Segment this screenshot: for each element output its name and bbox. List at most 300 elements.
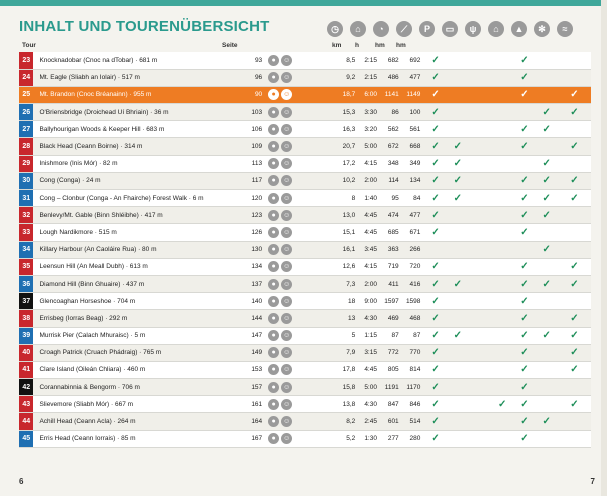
table-row[interactable] (19, 86, 591, 103)
tour-name: Corannabinnia & Bengorm · 706 m (33, 379, 241, 396)
tour-name: Murrisk Pier (Calach Mhuraisc) · 5 m (33, 327, 241, 344)
check-cell (491, 138, 513, 155)
tour-hours: 2:00 (359, 172, 381, 189)
check-cell: ✓ (558, 138, 591, 155)
tour-ascent: 562 (381, 121, 403, 138)
family-icon: ☺ (283, 228, 291, 236)
difficulty-icon: ● (268, 261, 279, 272)
check-cell (447, 241, 469, 258)
gauge-icon: ◔ (373, 21, 389, 37)
check-cell (536, 396, 558, 413)
tour-page: 144 (241, 310, 266, 327)
tour-number: 27 (19, 121, 33, 138)
tour-page: 147 (241, 327, 266, 344)
check-cell (558, 224, 591, 241)
tour-hours: 2:15 (359, 69, 381, 86)
header-tour: Tour (22, 42, 36, 49)
family-icon: ☺ (283, 108, 291, 116)
check-cell (447, 86, 469, 103)
tour-descent: 84 (403, 190, 425, 207)
tour-number: 38 (19, 310, 33, 327)
table-row[interactable] (19, 155, 591, 172)
tour-km: 15,1 (301, 224, 359, 241)
check-cell: ✓ (513, 190, 535, 207)
tour-page: 113 (241, 155, 266, 172)
check-cell: ✓ (513, 86, 535, 103)
tour-name: Leensun Hill (An Meall Dubh) · 613 m (33, 258, 241, 275)
tour-ascent: 682 (381, 52, 403, 69)
parking-icon: P (419, 21, 435, 37)
tour-hours: 5:00 (359, 138, 381, 155)
check-cell (447, 121, 469, 138)
tour-page: 149 (241, 344, 266, 361)
check-cell: ✓ (536, 172, 558, 189)
family-icon: ☺ (283, 56, 291, 64)
check-cell: ✓ (447, 275, 469, 292)
table-row[interactable] (19, 327, 591, 344)
check-cell (469, 241, 491, 258)
check-cell (558, 207, 591, 224)
header-hours: h (355, 42, 359, 49)
tour-ascent: 86 (381, 104, 403, 121)
check-cell (469, 413, 491, 430)
table-row[interactable] (19, 396, 591, 413)
tour-page: 93 (241, 52, 266, 69)
check-cell (491, 190, 513, 207)
tour-name: Inishmore (Inis Mór) · 82 m (33, 155, 241, 172)
check-cell (558, 69, 591, 86)
tour-page: 126 (241, 224, 266, 241)
family-icon: ☺ (283, 143, 291, 151)
tour-name: Achill Head (Ceann Acla) · 264 m (33, 413, 241, 430)
tour-number: 44 (19, 413, 33, 430)
header-descent: hm (396, 42, 406, 49)
tour-hours: 2:15 (359, 52, 381, 69)
check-cell (469, 430, 491, 447)
tour-number: 42 (19, 379, 33, 396)
tour-km: 8,5 (301, 52, 359, 69)
tour-ascent: 95 (381, 190, 403, 207)
table-row[interactable] (19, 69, 591, 86)
check-cell (469, 121, 491, 138)
tour-name: Black Head (Ceann Boirne) · 314 m (33, 138, 241, 155)
tour-descent: 87 (403, 327, 425, 344)
difficulty-icon: ● (268, 89, 279, 100)
check-cell (469, 224, 491, 241)
tour-hours: 4:30 (359, 310, 381, 327)
check-cell (447, 69, 469, 86)
tour-ascent: 277 (381, 430, 403, 447)
tour-page: 134 (241, 258, 266, 275)
check-cell: ✓ (558, 86, 591, 103)
tour-number: 32 (19, 207, 33, 224)
tour-page: 137 (241, 275, 266, 292)
check-cell (424, 241, 446, 258)
difficulty-icon: ● (268, 399, 279, 410)
check-cell (536, 344, 558, 361)
check-cell (513, 104, 535, 121)
check-cell (491, 86, 513, 103)
bus-icon: ▭ (442, 21, 458, 37)
tour-type-icons (266, 121, 301, 138)
table-row[interactable] (19, 361, 591, 378)
difficulty-icon: ● (268, 175, 279, 186)
check-cell (469, 344, 491, 361)
check-cell: ✓ (558, 172, 591, 189)
check-cell: ✓ (424, 361, 446, 378)
tour-descent: 720 (403, 258, 425, 275)
check-cell (491, 104, 513, 121)
check-cell (491, 172, 513, 189)
tour-descent: 477 (403, 69, 425, 86)
family-icon: ☺ (283, 160, 291, 168)
difficulty-icon: ● (268, 141, 279, 152)
tour-page: 120 (241, 190, 266, 207)
tour-name: Croagh Patrick (Cruach Phádraig) · 765 m (33, 344, 241, 361)
check-cell: ✓ (513, 361, 535, 378)
tour-km: 15,3 (301, 104, 359, 121)
tour-page: 90 (241, 86, 266, 103)
difficulty-icon: ● (268, 193, 279, 204)
check-cell (447, 344, 469, 361)
family-icon: ☺ (283, 211, 291, 219)
check-cell (491, 258, 513, 275)
tour-page: 109 (241, 138, 266, 155)
tour-number: 23 (19, 52, 33, 69)
tour-descent: 671 (403, 224, 425, 241)
check-cell: ✓ (536, 190, 558, 207)
difficulty-icon: ● (268, 244, 279, 255)
tour-number: 39 (19, 327, 33, 344)
tour-number: 43 (19, 396, 33, 413)
tour-number: 25 (19, 86, 33, 103)
tour-descent: 416 (403, 275, 425, 292)
table-row[interactable] (19, 430, 591, 447)
tour-name: Lough Nardikmore · 515 m (33, 224, 241, 241)
tour-km: 18,7 (301, 86, 359, 103)
family-icon: ☺ (283, 74, 291, 82)
tour-descent: 692 (403, 52, 425, 69)
check-cell (469, 52, 491, 69)
table-row[interactable] (19, 344, 591, 361)
check-cell (558, 121, 591, 138)
tour-ascent: 469 (381, 310, 403, 327)
tour-type-icons (266, 138, 301, 155)
check-cell: ✓ (424, 258, 446, 275)
table-row[interactable] (19, 190, 591, 207)
table-row[interactable] (19, 172, 591, 189)
check-cell (491, 413, 513, 430)
tour-km: 12,6 (301, 258, 359, 275)
check-cell (469, 207, 491, 224)
check-cell: ✓ (513, 396, 535, 413)
tour-page: 167 (241, 430, 266, 447)
check-cell (491, 69, 513, 86)
tour-descent: 266 (403, 241, 425, 258)
top-rule (0, 0, 607, 6)
check-cell: ✓ (513, 138, 535, 155)
check-cell (469, 172, 491, 189)
difficulty-icon: ● (268, 72, 279, 83)
table-row[interactable] (19, 293, 591, 310)
tour-name: O'Briensbridge (Droichead Uí Bhriain) · 36 m (33, 104, 241, 121)
tour-km: 13 (301, 310, 359, 327)
check-cell (491, 52, 513, 69)
summit-icon: ▲ (511, 21, 527, 37)
tour-km: 17,8 (301, 361, 359, 378)
tour-number: 40 (19, 344, 33, 361)
tour-km: 8,2 (301, 413, 359, 430)
tour-km: 17,2 (301, 155, 359, 172)
check-cell: ✓ (424, 207, 446, 224)
check-cell (491, 361, 513, 378)
difficulty-icon: ● (268, 158, 279, 169)
family-icon: ☺ (283, 263, 291, 271)
table-row[interactable] (19, 52, 591, 69)
check-cell (447, 104, 469, 121)
check-cell (558, 155, 591, 172)
check-cell: ✓ (424, 379, 446, 396)
check-cell: ✓ (536, 121, 558, 138)
check-cell: ✓ (424, 430, 446, 447)
tour-km: 16,3 (301, 121, 359, 138)
check-cell (536, 138, 558, 155)
tour-hours: 2:00 (359, 275, 381, 292)
tour-ascent: 348 (381, 155, 403, 172)
tour-ascent: 486 (381, 69, 403, 86)
clock-icon: ◷ (327, 21, 343, 37)
tour-number: 28 (19, 138, 33, 155)
tour-ascent: 805 (381, 361, 403, 378)
family-icon: ☺ (283, 125, 291, 133)
check-cell (469, 396, 491, 413)
check-cell (447, 293, 469, 310)
tour-page: 140 (241, 293, 266, 310)
table-row[interactable] (19, 275, 591, 292)
check-cell: ✓ (513, 327, 535, 344)
check-cell: ✓ (536, 207, 558, 224)
tour-descent: 468 (403, 310, 425, 327)
check-cell: ✓ (513, 224, 535, 241)
tour-hours: 4:45 (359, 361, 381, 378)
check-cell (469, 258, 491, 275)
check-cell (536, 361, 558, 378)
check-cell (491, 310, 513, 327)
tour-name: Killary Harbour (An Caoláire Rua) · 80 m (33, 241, 241, 258)
check-cell (469, 379, 491, 396)
tour-ascent: 87 (381, 327, 403, 344)
tour-name: Diamond Hill (Binn Ghuaire) · 437 m (33, 275, 241, 292)
check-cell: ✓ (447, 155, 469, 172)
tour-km: 8 (301, 190, 359, 207)
check-cell (491, 379, 513, 396)
page-title: INHALT UND TOURENÜBERSICHT (19, 18, 270, 35)
tour-descent: 1598 (403, 293, 425, 310)
check-cell (447, 413, 469, 430)
tour-name: Knocknadobar (Cnoc na dTobar) · 681 m (33, 52, 241, 69)
tour-number: 24 (19, 69, 33, 86)
difficulty-icon: ● (268, 210, 279, 221)
tour-number: 30 (19, 172, 33, 189)
tour-name: Slievemore (Sliabh Mór) · 667 m (33, 396, 241, 413)
page-number-right: 7 (590, 477, 595, 486)
page-number-left: 6 (19, 477, 24, 486)
tour-page: 96 (241, 69, 266, 86)
check-cell: ✓ (424, 327, 446, 344)
check-cell: ✓ (424, 413, 446, 430)
check-cell (469, 275, 491, 292)
check-cell (469, 310, 491, 327)
check-cell: ✓ (424, 190, 446, 207)
table-row[interactable] (19, 138, 591, 155)
family-icon: ☺ (283, 435, 291, 443)
check-cell: ✓ (424, 275, 446, 292)
check-cell (536, 52, 558, 69)
check-cell: ✓ (424, 344, 446, 361)
header-page: Seite (222, 42, 238, 49)
check-cell: ✓ (536, 104, 558, 121)
tour-type-icons (266, 327, 301, 344)
tour-ascent: 1191 (381, 379, 403, 396)
tour-hours: 5:00 (359, 379, 381, 396)
tour-table (19, 52, 591, 448)
check-cell (491, 430, 513, 447)
check-cell: ✓ (447, 190, 469, 207)
tour-ascent: 847 (381, 396, 403, 413)
table-row[interactable] (19, 241, 591, 258)
tour-km: 20,7 (301, 138, 359, 155)
check-cell: ✓ (536, 413, 558, 430)
tour-ascent: 772 (381, 344, 403, 361)
check-cell (469, 190, 491, 207)
family-icon: ☺ (283, 280, 291, 288)
check-cell: ✓ (424, 86, 446, 103)
tour-km: 9,2 (301, 69, 359, 86)
table-row[interactable] (19, 121, 591, 138)
check-cell (558, 379, 591, 396)
difficulty-icon: ● (268, 313, 279, 324)
check-cell: ✓ (424, 396, 446, 413)
tour-type-icons (266, 361, 301, 378)
check-cell: ✓ (424, 121, 446, 138)
check-cell: ✓ (513, 310, 535, 327)
check-cell: ✓ (424, 52, 446, 69)
table-row[interactable] (19, 379, 591, 396)
check-cell (513, 155, 535, 172)
check-cell (491, 344, 513, 361)
check-cell (469, 138, 491, 155)
tour-ascent: 474 (381, 207, 403, 224)
tour-page: 130 (241, 241, 266, 258)
check-cell (447, 224, 469, 241)
tour-descent: 561 (403, 121, 425, 138)
tour-name: Clare Island (Oileán Chliara) · 460 m (33, 361, 241, 378)
tour-type-icons (266, 275, 301, 292)
check-cell: ✓ (513, 121, 535, 138)
check-cell (447, 310, 469, 327)
table-row[interactable] (19, 104, 591, 121)
tour-name: Errisbeg (Iorras Beag) · 292 m (33, 310, 241, 327)
tour-name: Mt. Brandon (Cnoc Bréanainn) · 955 m (33, 86, 241, 103)
snow-icon: ✻ (534, 21, 550, 37)
tour-hours: 3:20 (359, 121, 381, 138)
check-cell: ✓ (513, 258, 535, 275)
tour-type-icons (266, 52, 301, 69)
check-cell (558, 52, 591, 69)
tour-name: Ballyhourigan Woods & Keeper Hill · 683 m (33, 121, 241, 138)
check-cell: ✓ (424, 104, 446, 121)
tour-number: 26 (19, 104, 33, 121)
tour-ascent: 1141 (381, 86, 403, 103)
tour-descent: 1170 (403, 379, 425, 396)
check-cell: ✓ (513, 413, 535, 430)
check-cell (536, 69, 558, 86)
tour-page: 106 (241, 121, 266, 138)
check-cell (491, 293, 513, 310)
tour-ascent: 719 (381, 258, 403, 275)
check-cell (469, 104, 491, 121)
difficulty-icon: ● (268, 55, 279, 66)
check-cell: ✓ (424, 138, 446, 155)
tour-ascent: 672 (381, 138, 403, 155)
check-cell: ✓ (424, 310, 446, 327)
restaurant-icon: ψ (465, 21, 481, 37)
tour-descent: 814 (403, 361, 425, 378)
tour-ascent: 1597 (381, 293, 403, 310)
check-cell: ✓ (424, 293, 446, 310)
tour-type-icons (266, 207, 301, 224)
check-cell: ✓ (558, 258, 591, 275)
tour-km: 16,1 (301, 241, 359, 258)
tour-number: 36 (19, 275, 33, 292)
tour-type-icons (266, 69, 301, 86)
slope-icon: ⟋ (396, 21, 412, 37)
tour-type-icons (266, 155, 301, 172)
table-row[interactable] (19, 258, 591, 275)
table-row[interactable] (19, 310, 591, 327)
tour-descent: 668 (403, 138, 425, 155)
tour-type-icons (266, 86, 301, 103)
tour-ascent: 601 (381, 413, 403, 430)
family-icon: ☺ (283, 177, 291, 185)
check-cell (447, 361, 469, 378)
check-cell: ✓ (536, 275, 558, 292)
check-cell: ✓ (558, 361, 591, 378)
check-cell (558, 241, 591, 258)
tour-hours: 2:45 (359, 413, 381, 430)
tour-km: 7,9 (301, 344, 359, 361)
check-cell: ✓ (513, 69, 535, 86)
tour-page: 123 (241, 207, 266, 224)
tour-type-icons (266, 190, 301, 207)
check-cell (447, 430, 469, 447)
tour-km: 5 (301, 327, 359, 344)
check-cell (536, 86, 558, 103)
table-row[interactable] (19, 413, 591, 430)
difficulty-icon: ● (268, 347, 279, 358)
tour-descent: 1149 (403, 86, 425, 103)
tour-hours: 3:30 (359, 104, 381, 121)
tram-icon: ⌂ (350, 21, 366, 37)
check-cell: ✓ (558, 190, 591, 207)
tour-km: 10,2 (301, 172, 359, 189)
table-row[interactable] (19, 207, 591, 224)
tour-descent: 100 (403, 104, 425, 121)
tour-km: 15,8 (301, 379, 359, 396)
check-cell (491, 155, 513, 172)
tour-hours: 4:15 (359, 258, 381, 275)
table-row[interactable] (19, 224, 591, 241)
